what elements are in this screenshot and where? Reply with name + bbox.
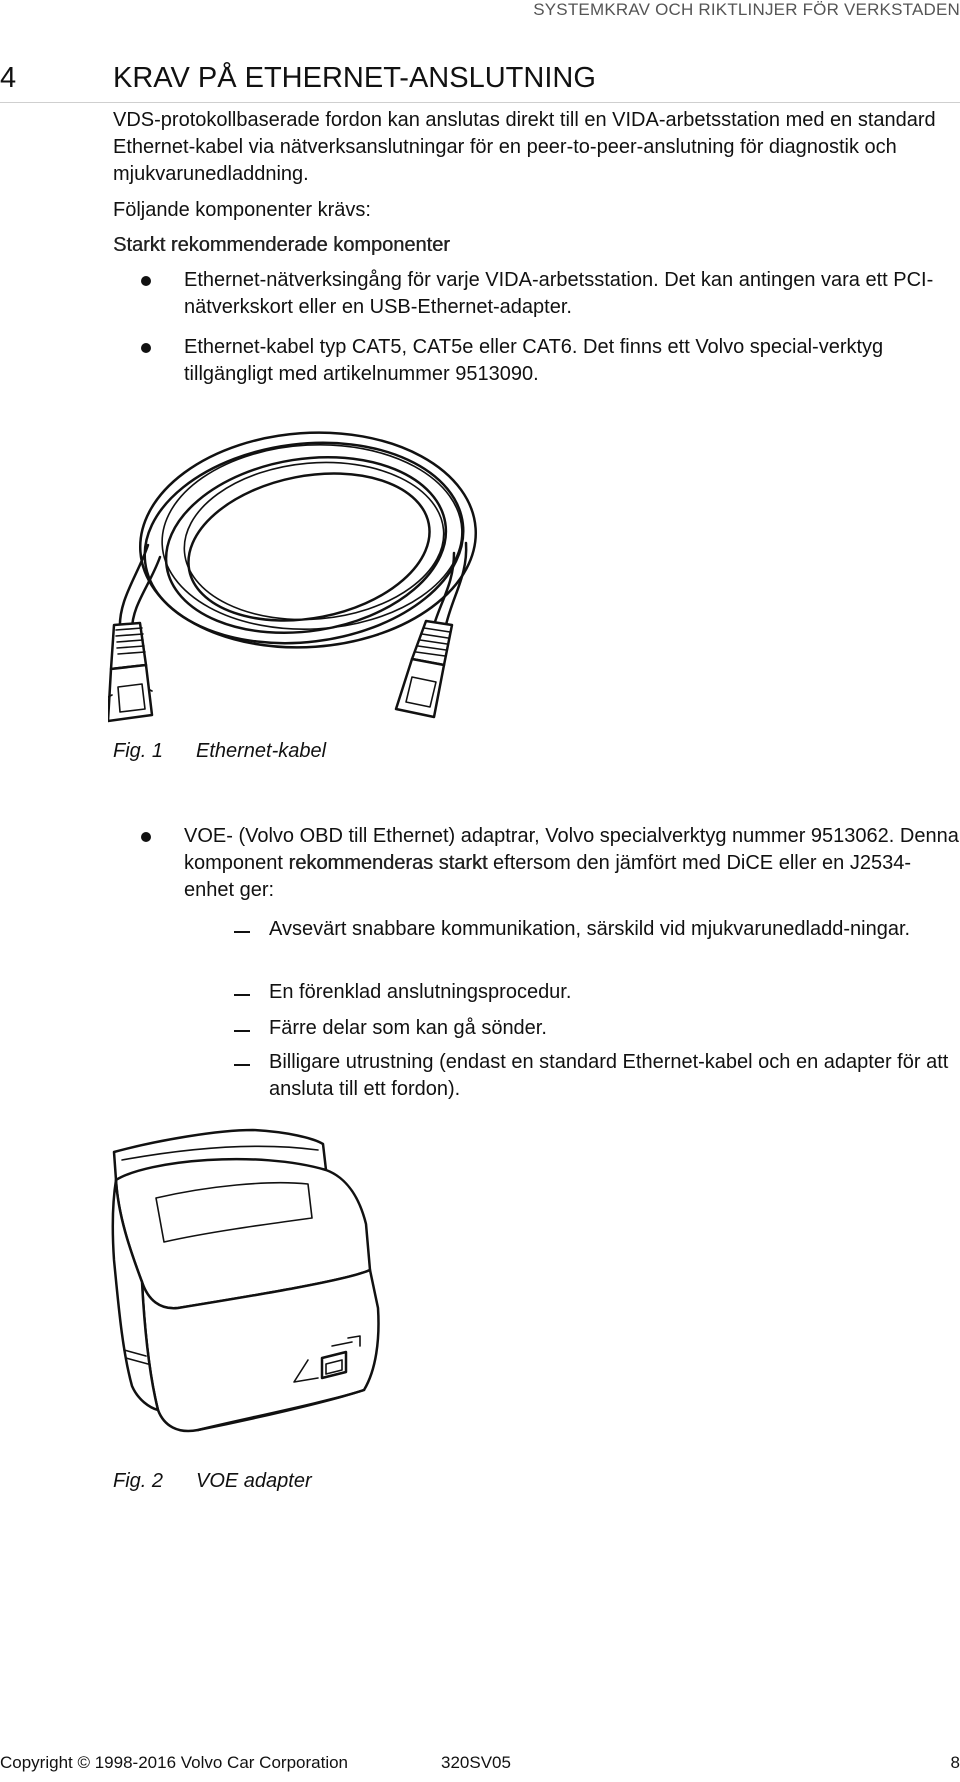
voe-text-after: eftersom den jämfört med DiCE eller en J2534-enhet ger: xyxy=(184,852,911,901)
footer-copyright: Copyright © 1998-2016 Volvo Car Corporation xyxy=(0,1753,349,1772)
figure2-number: Fig. 2 xyxy=(113,1470,164,1492)
figure1-caption: Ethernet-kabel xyxy=(196,740,327,762)
figure1-number: Fig. 1 xyxy=(113,740,164,762)
recommended-components-heading: Starkt rekommenderade komponenter xyxy=(113,234,450,256)
voe-text-before: VOE- (Volvo OBD till Ethernet) adaptrar, Volvo specialverktyg nummer 9513062. Denna komponent xyxy=(184,825,959,874)
footer-page-number: 8 xyxy=(950,1753,960,1772)
bullet-icon xyxy=(141,832,151,842)
chapter-title: KRAV PÅ ETHERNET-ANSLUTNING xyxy=(113,62,596,94)
running-header: SYSTEMKRAV OCH RIKTLINJER FÖR VERKSTADEN xyxy=(533,0,960,19)
bullet-voe-adapter xyxy=(184,823,959,904)
components-required-text: Följande komponenter krävs: xyxy=(113,199,371,221)
dash-icon xyxy=(234,1064,250,1066)
chapter-divider xyxy=(0,102,960,103)
advantage-item: Avsevärt snabbare kommunikation, särskild vid mjukvarunedladd-ningar. xyxy=(269,918,911,940)
footer-doc-id: 320SV05 xyxy=(441,1753,511,1772)
figure2-caption: VOE adapter xyxy=(196,1470,312,1492)
advantage-item: Färre delar som kan gå sönder. xyxy=(269,1017,547,1039)
chapter-number: 4 xyxy=(0,62,17,94)
bullet-network-input: Ethernet-nätverksingång för varje VIDA-arbetsstation. Det kan antingen vara ett PCI-nätverkskort eller en USB-Ethernet-adapter. xyxy=(184,269,934,318)
voe-adapter-illustration xyxy=(108,1120,448,1450)
intro-paragraph: VDS-protokollbaserade fordon kan anslutas direkt till en VIDA-arbetsstation med en standard Ethernet-kabel via nätverksanslutningar för en peer-to-peer-anslutning för diagnostik och mjukvarunedladdning. xyxy=(113,109,936,185)
bullet-ethernet-cable: Ethernet-kabel typ CAT5, CAT5e eller CAT6. Det finns ett Volvo special-verktyg tillgängligt med artikelnummer 9513090. xyxy=(184,336,884,385)
advantage-item: En förenklad anslutningsprocedur. xyxy=(269,981,572,1003)
dash-icon xyxy=(234,994,250,996)
dash-icon xyxy=(234,931,250,933)
bullet-icon xyxy=(141,343,151,353)
ethernet-cable-illustration xyxy=(108,425,498,735)
bullet-icon xyxy=(141,276,151,286)
dash-icon xyxy=(234,1030,250,1032)
advantage-item: Billigare utrustning (endast en standard Ethernet-kabel och en adapter för att ansluta till ett fordon). xyxy=(269,1051,949,1100)
voe-emphasis: rekommenderas starkt xyxy=(288,852,488,874)
